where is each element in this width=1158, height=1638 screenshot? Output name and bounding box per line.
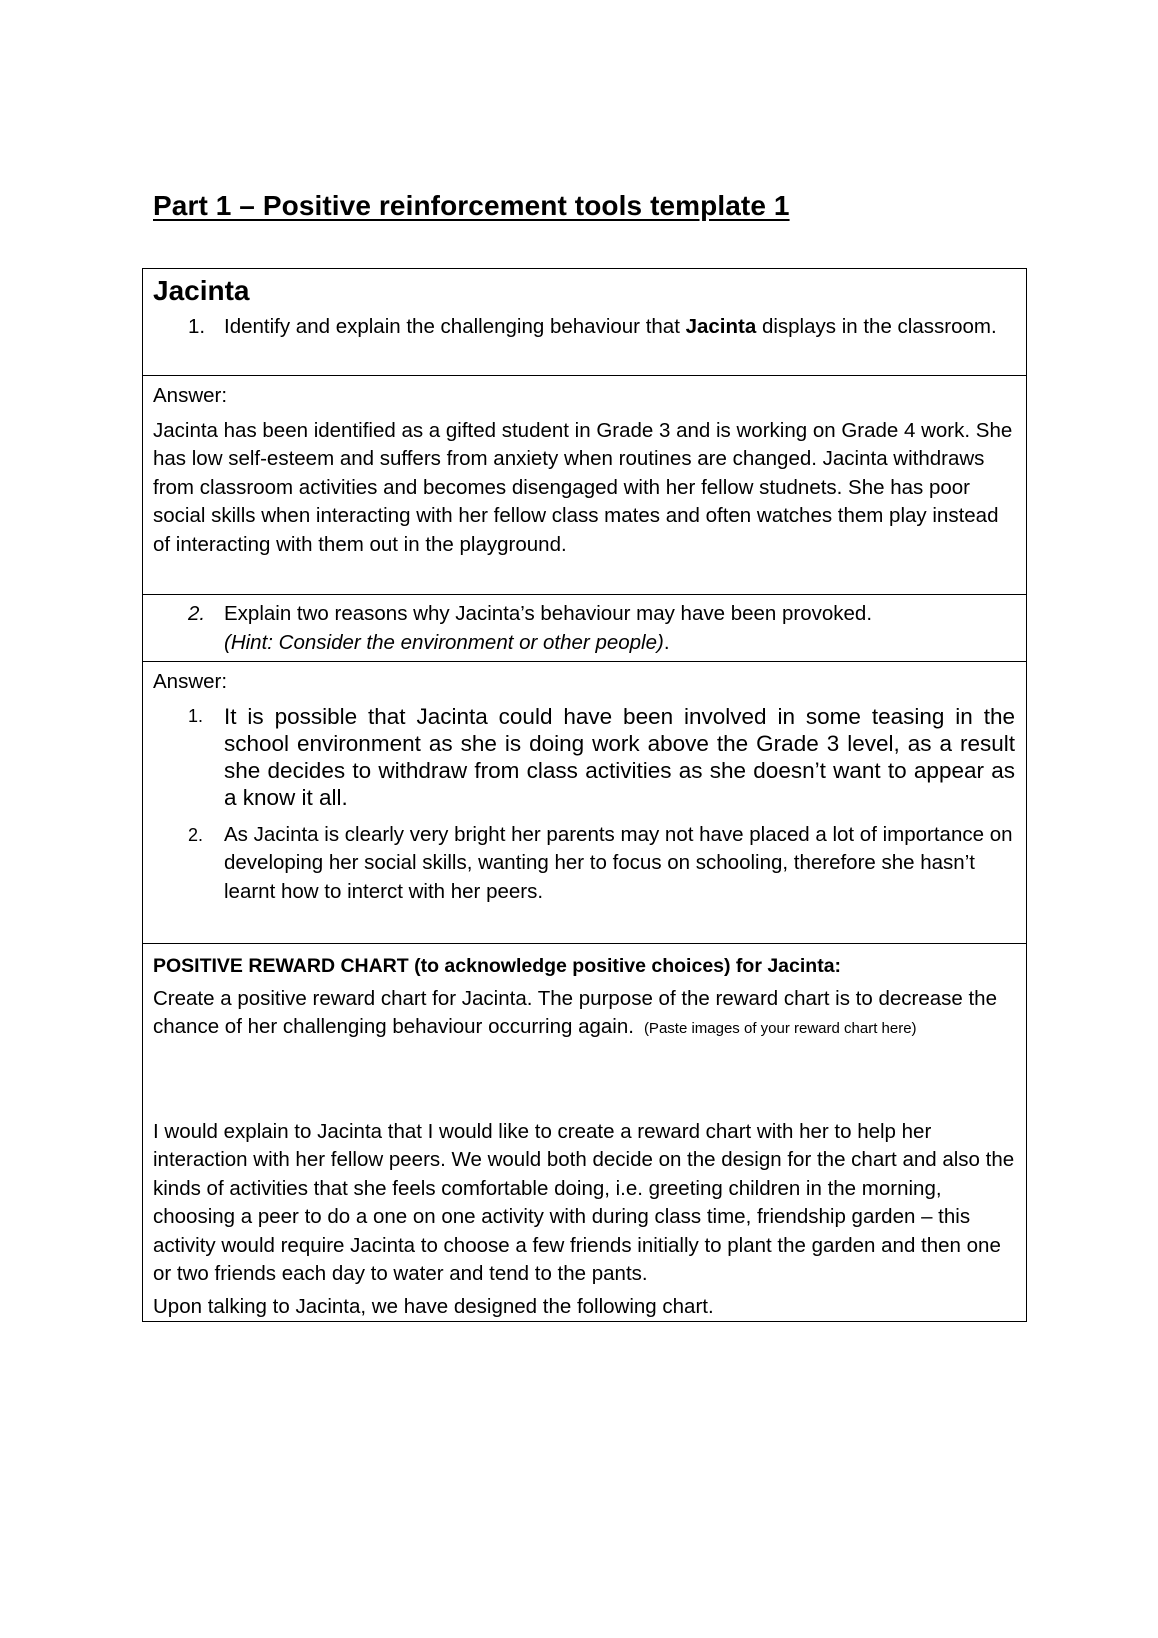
reward-chart-closing: Upon talking to Jacinta, we have designed the following chart. <box>153 1294 714 1318</box>
reward-chart-heading: POSITIVE REWARD CHART (to acknowledge positive choices) for Jacinta: <box>153 955 842 977</box>
answer-2-cell <box>143 662 1027 944</box>
reward-chart-cell <box>143 944 1027 1322</box>
question-1-text-before: Identify and explain the challenging behaviour that <box>224 315 686 338</box>
question-2 <box>153 600 1016 657</box>
answer-1-cell <box>143 376 1027 595</box>
question-1-text-after: displays in the classroom. <box>756 315 997 338</box>
question-2-hint: (Hint: Consider the environment or other people) <box>224 630 664 654</box>
question-2-cell <box>143 595 1027 662</box>
question-1-bold-name: Jacinta <box>685 315 757 338</box>
question-2-text: Explain two reasons why Jacinta’s behaviour may have been provoked. <box>224 602 873 625</box>
answer-2-row <box>143 662 1027 944</box>
page-title: Part 1 – Positive reinforcement tools template 1 <box>153 190 790 221</box>
answer-2-list <box>153 703 1016 907</box>
question-2-number: 2. <box>188 602 206 625</box>
answer-2-label: Answer: <box>153 670 228 693</box>
reward-chart-explanation: I would explain to Jacinta that I would like to create a reward chart with her to help her interaction with her fellow peers. We would both decide on the design for the chart and also the kinds of activities that she feels comfortable doing, i.e. greeting children in the morning, choosing a peer to do a one on one activity with during class time, friendship garden – this activity would require Jacinta to choose a few friends initially to plant the garden and then one or two friends each day to water and tend to the pants. <box>153 1119 1015 1285</box>
question-1-row <box>143 269 1027 376</box>
question-1-cell <box>143 269 1027 376</box>
reward-chart-instruction: Create a positive reward chart for Jacinta. The purpose of the reward chart is to decrease the chance of her challenging behaviour occurring again. <box>153 986 997 1038</box>
template-table <box>142 268 1027 1322</box>
answer-2-item <box>153 703 1016 811</box>
answer-2-item-text: It is possible that Jacinta could have been involved in some teasing in the school environment as she is doing work above the Grade 3 level, as a result she decides to withdraw from class activities as she doesn’t want to appear as a know it all. <box>224 703 1015 810</box>
answer-2-item <box>153 821 1016 907</box>
answer-2-item-text: As Jacinta is clearly very bright her parents may not have placed a lot of importance on developing her social skills, wanting her to focus on schooling, therefore she hasn’t learnt how to interct with her peers. <box>224 822 1013 903</box>
question-2-list <box>153 600 1016 657</box>
reward-chart-row <box>143 944 1027 1322</box>
question-1-number: 1. <box>188 315 206 338</box>
answer-2-item-number: 2. <box>188 824 204 845</box>
answer-2-item-number: 1. <box>188 705 204 726</box>
answer-1-label: Answer: <box>153 384 228 407</box>
student-name-heading: Jacinta <box>153 275 250 306</box>
paste-images-note: (Paste images of your reward chart here) <box>643 1020 917 1037</box>
question-2-row <box>143 595 1027 662</box>
question-2-hint-end: . <box>663 630 670 654</box>
question-1 <box>153 313 1016 342</box>
question-2-hint-line <box>224 629 1016 658</box>
question-1-list <box>153 313 1016 342</box>
answer-1-text: Jacinta has been identified as a gifted student in Grade 3 and is working on Grade 4 work. She has low self-esteem and suffers from anxiety when routines are changed. Jacinta withdraws from classroom activities and becomes disengaged with her fellow studnets. She has poor social skills when interacting with her fellow class mates and often watches them play instead of interacting with them out in the playground. <box>153 418 1013 556</box>
answer-1-row <box>143 376 1027 595</box>
reward-chart-instruction-line <box>153 985 1016 1044</box>
